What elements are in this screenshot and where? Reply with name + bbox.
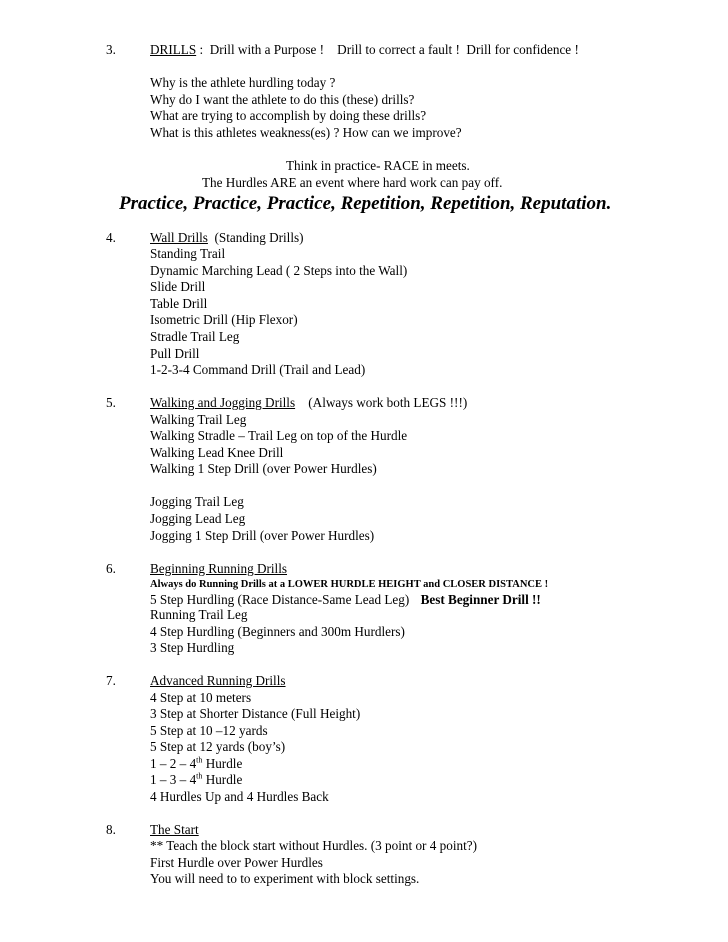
section-title: The Start <box>150 822 199 837</box>
list-item: Walking Lead Knee Drill <box>150 445 284 460</box>
item-text: Hurdle <box>202 756 243 771</box>
hurdles-line: The Hurdles ARE an event where hard work can pay off. <box>202 175 503 190</box>
list-item: First Hurdle over Power Hurdles <box>150 855 323 870</box>
list-item: Walking Stradle – Trail Leg on top of the Hurdle <box>150 428 408 443</box>
list-item: 4 Hurdles Up and 4 Hurdles Back <box>150 789 329 804</box>
section-subtitle: (Always work both LEGS !!!) <box>295 395 468 410</box>
list-item: 4 Step Hurdling (Beginners and 300m Hurdlers) <box>150 624 405 639</box>
list-item: Dynamic Marching Lead ( 2 Steps into the Wall) <box>150 263 408 278</box>
list-item: Standing Trail <box>150 246 226 261</box>
list-item: 5 Step at 12 yards (boy’s) <box>150 739 286 754</box>
list-item <box>150 772 242 788</box>
section-subtitle: : Drill with a Purpose ! Drill to correct a fault ! Drill for confidence ! <box>196 42 579 57</box>
list-item: 3 Step Hurdling <box>150 640 235 655</box>
section-title: Walking and Jogging Drills <box>150 395 296 410</box>
emphasis: Best Beginner Drill !! <box>420 592 541 607</box>
list-item: Walking 1 Step Drill (over Power Hurdles) <box>150 461 377 476</box>
list-item: Isometric Drill (Hip Flexor) <box>150 312 298 327</box>
question: What is this athletes weakness(es) ? How can we improve? <box>150 125 462 140</box>
list-item: 5 Step at 10 –12 yards <box>150 723 268 738</box>
section-number: 5. <box>106 395 116 410</box>
list-item <box>150 756 242 772</box>
section-title: DRILLS <box>150 42 197 57</box>
list-item: 1-2-3-4 Command Drill (Trail and Lead) <box>150 362 366 377</box>
list-item <box>150 592 541 608</box>
section-number: 7. <box>106 673 116 688</box>
list-item: 3 Step at Shorter Distance (Full Height) <box>150 706 361 721</box>
list-item: Jogging 1 Step Drill (over Power Hurdles) <box>150 528 375 543</box>
superscript: th <box>196 755 203 765</box>
section-title: Wall Drills <box>150 230 208 245</box>
list-item: Stradle Trail Leg <box>150 329 240 344</box>
item-text: 1 – 2 – 4 <box>150 756 197 771</box>
think-line: Think in practice- RACE in meets. <box>286 158 470 173</box>
list-item: Slide Drill <box>150 279 206 294</box>
list-item: Jogging Trail Leg <box>150 494 244 509</box>
note: Always do Running Drills at a LOWER HURDLE HEIGHT and CLOSER DISTANCE ! <box>150 579 549 590</box>
list-item: Pull Drill <box>150 346 200 361</box>
list-item: ** Teach the block start without Hurdles. (3 point or 4 point?) <box>150 838 477 853</box>
list-item: You will need to to experiment with block settings. <box>150 871 420 886</box>
question: What are trying to accomplish by doing these drills? <box>150 108 427 123</box>
section-number: 8. <box>106 822 116 837</box>
section-title: Advanced Running Drills <box>150 673 286 688</box>
superscript: th <box>196 771 203 781</box>
motto: Practice, Practice, Practice, Repetition, Repetition, Reputation. <box>119 193 612 214</box>
question: Why is the athlete hurdling today ? <box>150 75 336 90</box>
item-text: Hurdle <box>202 772 243 787</box>
question: Why do I want the athlete to do this (these) drills? <box>150 92 415 107</box>
section-number: 6. <box>106 561 116 576</box>
list-item: Table Drill <box>150 296 208 311</box>
section-number: 3. <box>106 42 116 57</box>
list-item: 4 Step at 10 meters <box>150 690 252 705</box>
item-text: 1 – 3 – 4 <box>150 772 197 787</box>
section-number: 4. <box>106 230 116 245</box>
list-item: Running Trail Leg <box>150 607 248 622</box>
list-item: Walking Trail Leg <box>150 412 247 427</box>
section-title: Beginning Running Drills <box>150 561 288 576</box>
item-text: 5 Step Hurdling (Race Distance-Same Lead Leg) <box>150 592 410 607</box>
section-subtitle: (Standing Drills) <box>207 230 304 245</box>
list-item: Jogging Lead Leg <box>150 511 246 526</box>
